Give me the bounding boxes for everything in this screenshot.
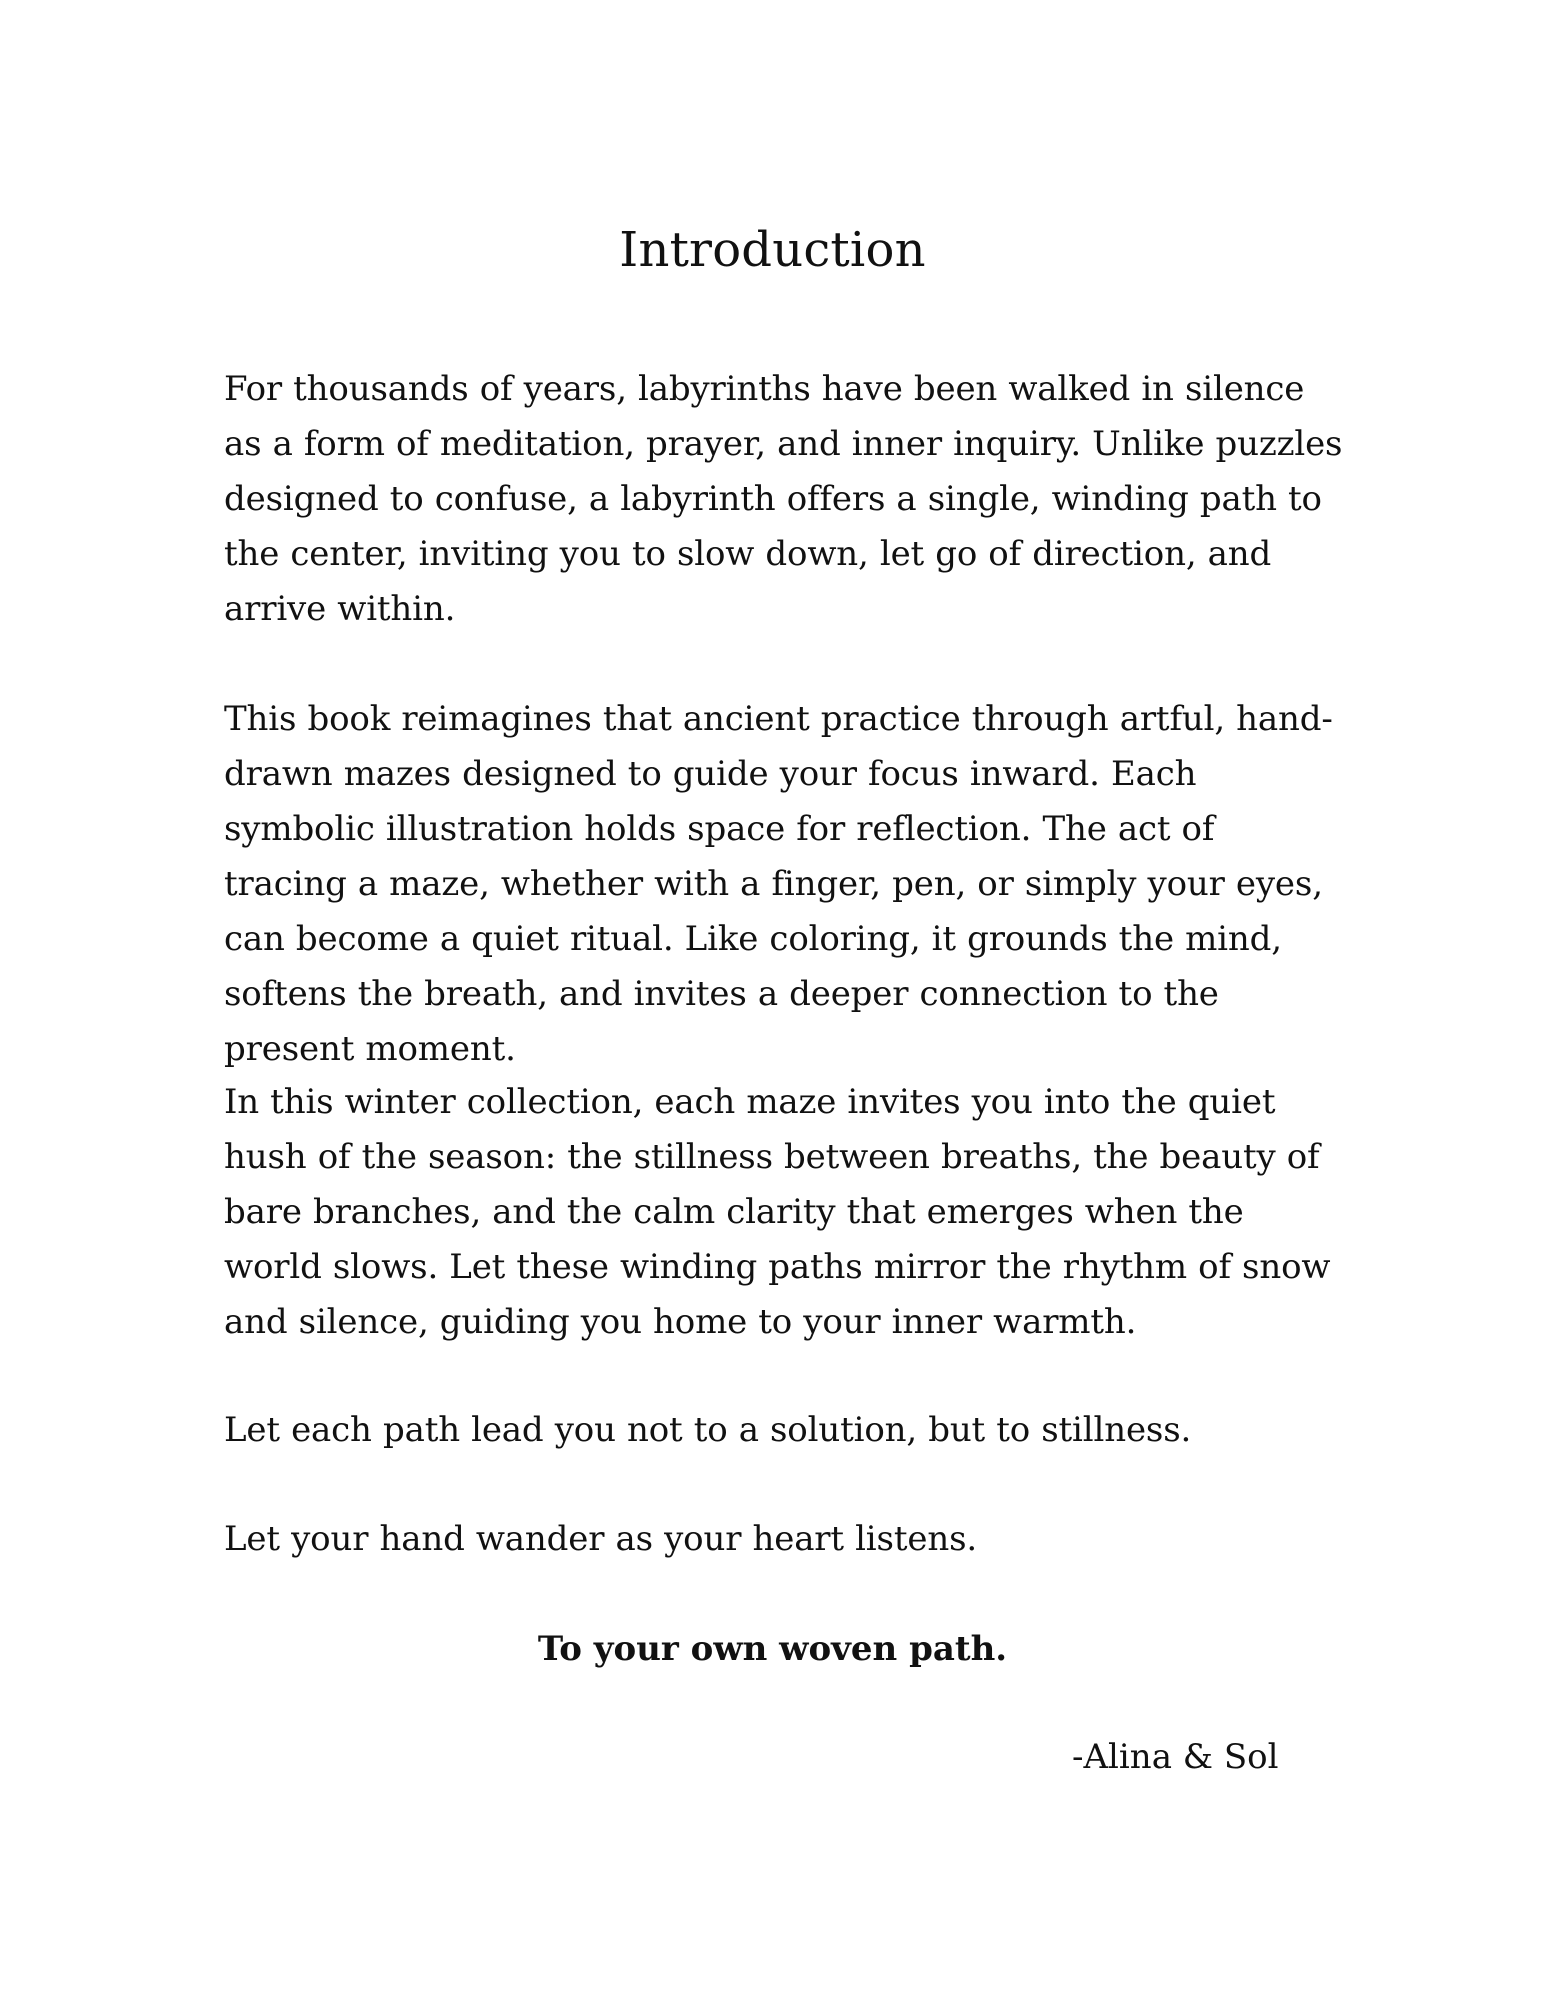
author-signature: -Alina & Sol: [1072, 1737, 1279, 1777]
paragraph-winter-collection: In this winter collection, each maze invites you into the quiet hush of the season: the stillness between breaths, the beauty of bare branches, and the calm clarity that emerges when the world slows. Let these winding paths mirror the rhythm of snow and silence, guiding you home to your inner warmth.: [224, 1082, 1331, 1342]
paragraph-history: For thousands of years, labyrinths have been walked in silence as a form of meditation, prayer, and inner inquiry. Unlike puzzles designed to confuse, a labyrinth offers a single, winding path to the center, inviting you to slow down, let go of direction, and arrive within.: [224, 369, 1343, 629]
closing-line: To your own woven path.: [537, 1629, 1008, 1669]
paragraph-wander: Let your hand wander as your heart listens.: [224, 1519, 978, 1559]
page-title: Introduction: [619, 222, 926, 278]
paragraph-stillness: Let each path lead you not to a solution, but to stillness.: [224, 1410, 1192, 1450]
paragraph-book-purpose: This book reimagines that ancient practice through artful, hand-drawn mazes designed to guide your focus inward. Each symbolic illustration holds space for reflection. The act of tracing a maze, whether with a finger, pen, or simply your eyes, can become a quiet ritual. Like coloring, it grounds the mind, softens the breath, and invites a deeper connection to the present moment.: [224, 699, 1333, 1069]
